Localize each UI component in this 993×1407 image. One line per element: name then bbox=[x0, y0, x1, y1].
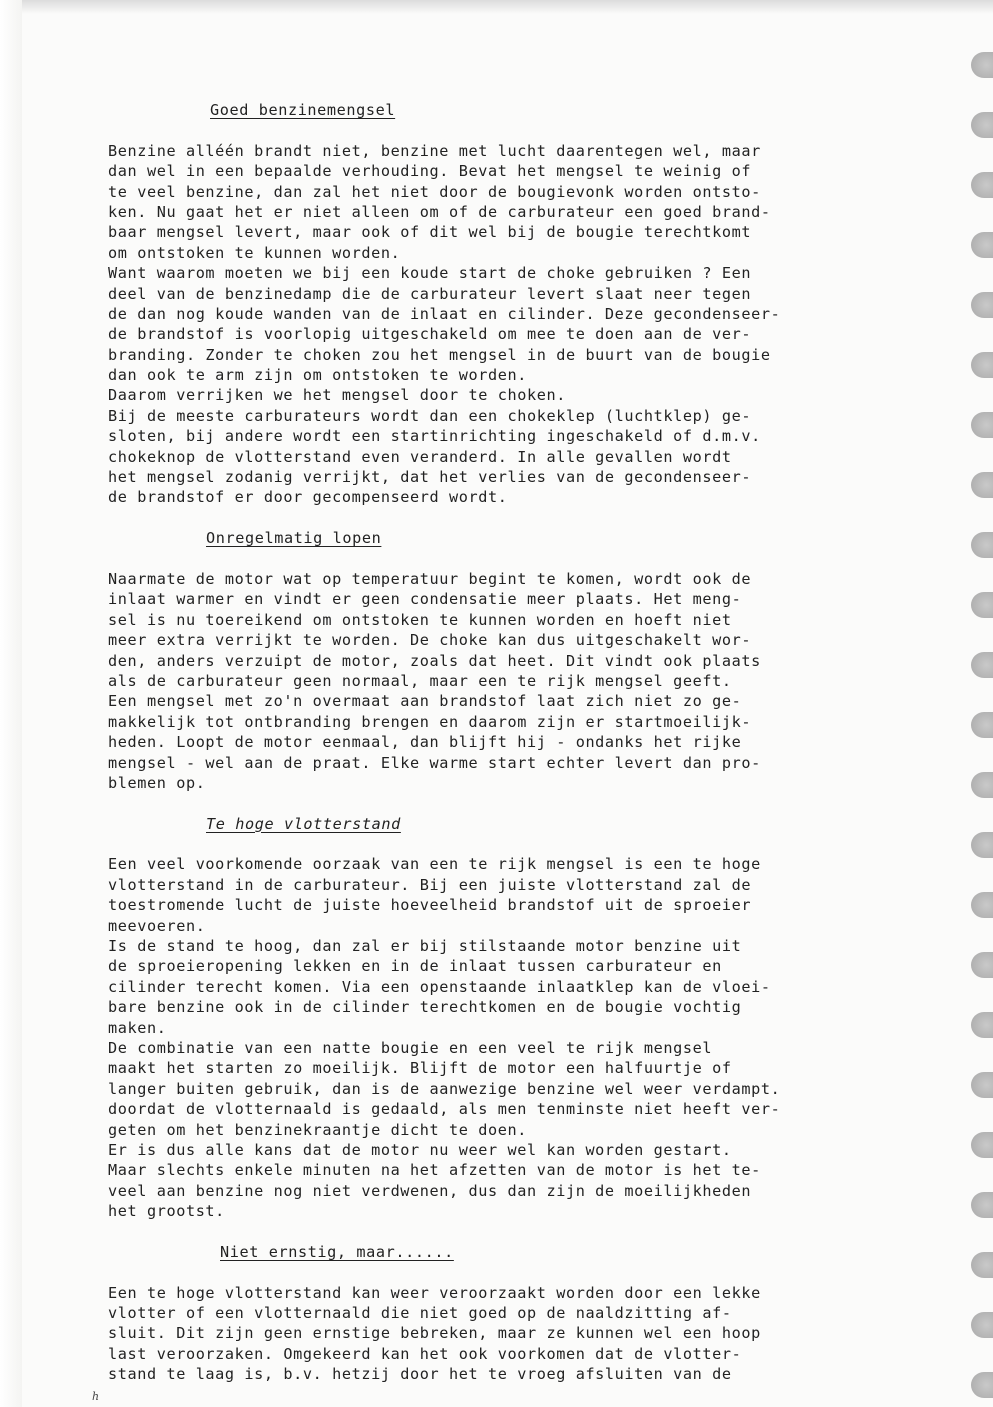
text-line: Bij de meeste carburateurs wordt dan een chokeklep (luchtklep) ge- bbox=[108, 406, 752, 425]
text-line: vlotter of een vlotternaald die niet goed op de naaldzitting af- bbox=[108, 1304, 732, 1323]
text-line: Want waarom moeten we bij een koude start de choke gebruiken ? Een bbox=[108, 264, 752, 283]
page-top-shadow bbox=[20, 0, 993, 14]
text-line: geten om het benzinekraantje dicht te doen. bbox=[108, 1120, 527, 1139]
text-line: Een mengsel met zo'n overmaat aan brandstof laat zich niet zo ge- bbox=[108, 692, 742, 711]
text-line: Is de stand te hoog, dan zal er bij stilstaande motor benzine uit bbox=[108, 937, 742, 956]
text-line: meevoeren. bbox=[108, 916, 206, 935]
binder-hole bbox=[971, 592, 993, 618]
section-heading: Goed benzinemengsel bbox=[210, 101, 396, 119]
text-line: Maar slechts enkele minuten na het afzetten van de motor is het te- bbox=[108, 1161, 761, 1180]
text-line: Een veel voorkomende oorzaak van een te rijk mengsel is een te hoge bbox=[108, 855, 761, 874]
binder-hole bbox=[971, 652, 993, 678]
binder-hole bbox=[971, 892, 993, 918]
text-line: de sproeieropening lekken en in de inlaat tussen carburateur en bbox=[108, 957, 722, 976]
section-paragraph bbox=[108, 854, 958, 1221]
binder-hole bbox=[971, 172, 993, 198]
text-line: makkelijk tot ontbranding brengen en daarom zijn er startmoeilijk- bbox=[108, 712, 752, 731]
binder-hole bbox=[971, 952, 993, 978]
text-line: den, anders verzuipt de motor, zoals dat heet. Dit vindt ook plaats bbox=[108, 651, 761, 670]
binder-hole bbox=[971, 712, 993, 738]
section-heading: Onregelmatig lopen bbox=[206, 529, 382, 548]
section-heading: Te hoge vlotterstand bbox=[206, 814, 401, 833]
text-line: deel van de benzinedamp die de carburateur levert slaat neer tegen bbox=[108, 284, 752, 303]
text-line: inlaat warmer en vindt er geen condensatie meer plaats. Het meng- bbox=[108, 590, 742, 609]
text-line: mengsel - wel aan de praat. Elke warme start echter levert dan pro- bbox=[108, 753, 761, 772]
binder-hole bbox=[971, 232, 993, 258]
page-left-edge bbox=[0, 0, 22, 1407]
text-line: te veel benzine, dan zal het niet door de bougievonk worden ontsto- bbox=[108, 182, 761, 201]
text-line: toestromende lucht de juiste hoeveelheid brandstof uit de sproeier bbox=[108, 896, 752, 915]
text-line: chokeknop de vlotterstand even veranderd. In alle gevallen wordt bbox=[108, 447, 732, 466]
text-line: Naarmate de motor wat op temperatuur begint te komen, wordt ook de bbox=[108, 569, 752, 588]
binder-hole bbox=[971, 1012, 993, 1038]
binder-hole bbox=[971, 112, 993, 138]
binder-hole bbox=[971, 1132, 993, 1158]
text-line: maken. bbox=[108, 1018, 167, 1037]
text-line: doordat de vlotternaald is gedaald, als men tenminste niet heeft ver- bbox=[108, 1100, 781, 1119]
text-line: meer extra verrijkt te worden. De choke kan dus uitgeschakelt wor- bbox=[108, 631, 752, 650]
text-line: het mengsel zodanig verrijkt, dat het verlies van de gecondenseer- bbox=[108, 468, 752, 487]
text-line: sloten, bij andere wordt een startinrichting ingeschakeld of d.m.v. bbox=[108, 427, 761, 446]
text-line: sel is nu toereikend om ontstoken te kunnen worden en hoeft niet bbox=[108, 610, 732, 629]
binder-hole bbox=[971, 832, 993, 858]
section-paragraph bbox=[108, 569, 958, 793]
text-line: als de carburateur geen normaal, maar een te rijk mengsel geeft. bbox=[108, 671, 732, 690]
document-body bbox=[108, 100, 958, 1385]
binder-hole bbox=[971, 1192, 993, 1218]
text-line: de brandstof is voorlopig uitgeschakeld om mee te doen aan de ver- bbox=[108, 325, 752, 344]
binder-hole bbox=[971, 352, 993, 378]
text-line: heden. Loopt de motor eenmaal, dan blijft hij - ondanks het rijke bbox=[108, 733, 742, 752]
text-line: Daarom verrijken we het mengsel door te choken. bbox=[108, 386, 566, 405]
text-line: De combinatie van een natte bougie en een veel te rijk mengsel bbox=[108, 1038, 713, 1057]
binder-hole bbox=[971, 532, 993, 558]
text-line: Een te hoge vlotterstand kan weer veroorzaakt worden door een lekke bbox=[108, 1283, 761, 1302]
binder-hole bbox=[971, 1072, 993, 1098]
text-line: Benzine alléén brandt niet, benzine met lucht daarentegen wel, maar bbox=[108, 141, 761, 160]
section-paragraph bbox=[108, 141, 958, 508]
binder-hole bbox=[971, 1252, 993, 1278]
text-line: branding. Zonder te choken zou het mengsel in de buurt van de bougie bbox=[108, 345, 771, 364]
binder-holes bbox=[965, 40, 993, 1407]
binder-hole bbox=[971, 772, 993, 798]
section-heading: Niet ernstig, maar...... bbox=[220, 1242, 454, 1261]
text-line: stand te laag is, b.v. hetzij door het te vroeg afsluiten van de bbox=[108, 1365, 732, 1384]
text-line: dan wel in een bepaalde verhouding. Bevat het mengsel te weinig of bbox=[108, 162, 752, 181]
text-line: sluit. Dit zijn geen ernstige bebreken, maar ze kunnen wel een hoop bbox=[108, 1324, 761, 1343]
text-line: langer buiten gebruik, dan is de aanwezige benzine wel weer verdampt. bbox=[108, 1079, 781, 1098]
binder-hole bbox=[971, 412, 993, 438]
binder-hole bbox=[971, 472, 993, 498]
section-paragraph bbox=[108, 1283, 958, 1385]
text-line: cilinder terecht komen. Via een openstaande inlaatklep kan de vloei- bbox=[108, 977, 771, 996]
text-line: Er is dus alle kans dat de motor nu weer wel kan worden gestart. bbox=[108, 1140, 732, 1159]
text-line: de brandstof er door gecompenseerd wordt. bbox=[108, 488, 508, 507]
text-line: blemen op. bbox=[108, 773, 206, 792]
text-line: het grootst. bbox=[108, 1202, 225, 1221]
text-line: last veroorzaken. Omgekeerd kan het ook voorkomen dat de vlotter- bbox=[108, 1344, 742, 1363]
text-line: veel aan benzine nog niet verdwenen, dus dan zijn de moeilijkheden bbox=[108, 1181, 752, 1200]
binder-hole bbox=[971, 292, 993, 318]
binder-hole bbox=[971, 1312, 993, 1338]
text-line: baar mengsel levert, maar ook of dit wel bij de bougie terechtkomt bbox=[108, 223, 752, 242]
binder-hole bbox=[971, 52, 993, 78]
text-line: dan ook te arm zijn om ontstoken te worden. bbox=[108, 366, 527, 385]
text-line: de dan nog koude wanden van de inlaat en cilinder. Deze gecondenseer- bbox=[108, 304, 781, 323]
binder-hole bbox=[971, 1372, 993, 1398]
text-line: om ontstoken te kunnen worden. bbox=[108, 243, 401, 262]
text-line: maakt het starten zo moeilijk. Blijft de motor een halfuurtje of bbox=[108, 1059, 732, 1078]
footer-mark: h bbox=[92, 1390, 100, 1403]
text-line: bare benzine ook in de cilinder terechtkomen en de bougie vochtig bbox=[108, 998, 742, 1017]
text-line: vlotterstand in de carburateur. Bij een juiste vlotterstand zal de bbox=[108, 875, 752, 894]
text-line: ken. Nu gaat het er niet alleen om of de carburateur een goed brand- bbox=[108, 202, 771, 221]
